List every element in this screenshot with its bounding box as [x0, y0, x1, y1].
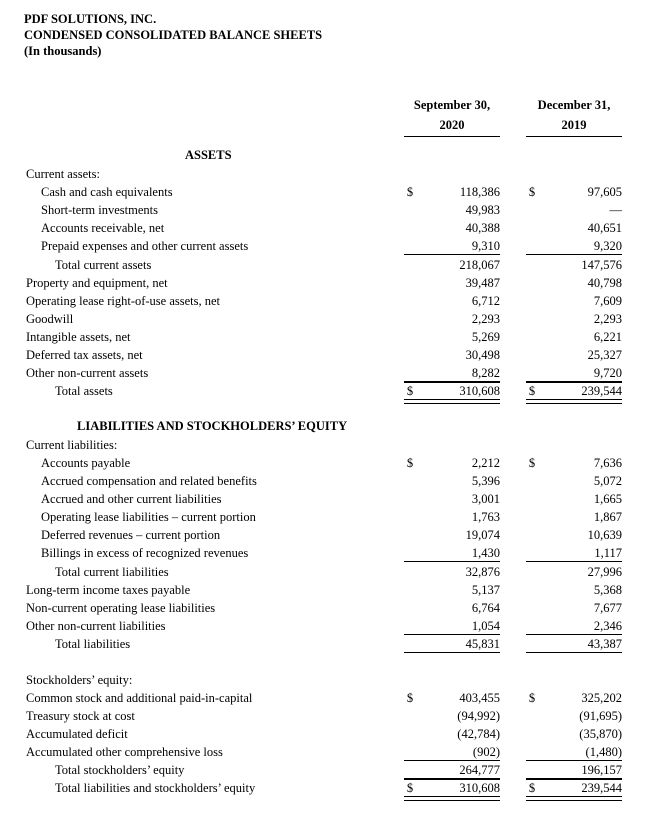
- value-sep-2020: 5,137: [471, 583, 500, 597]
- row-label: Treasury stock at cost: [26, 709, 135, 723]
- value-sep-2020: 218,067: [459, 258, 500, 272]
- row-label: Prepaid expenses and other current assets: [41, 239, 249, 253]
- table-row: [0, 364, 660, 382]
- row-label: Deferred revenues – current portion: [41, 528, 221, 542]
- value-dec-2019: 196,157: [581, 763, 622, 777]
- column-header-underline: [404, 136, 500, 137]
- value-dec-2019: 6,221: [593, 330, 622, 344]
- table-row: [0, 274, 660, 292]
- table-row: [0, 617, 660, 635]
- value-sep-2020: 40,388: [465, 221, 500, 235]
- value-sep-2020: 19,074: [465, 528, 500, 542]
- table-row: [0, 599, 660, 617]
- value-sep-2020: 8,282: [471, 366, 500, 380]
- column-header-dec-2019-line2: 2019: [561, 118, 587, 132]
- value-sep-2020: 310,608: [459, 781, 500, 795]
- value-sep-2020: 1,430: [471, 546, 500, 560]
- value-sep-2020: 2,293: [471, 312, 500, 326]
- value-dec-2019: 7,609: [593, 294, 622, 308]
- underline: [526, 561, 622, 562]
- column-header-underline: [526, 136, 622, 137]
- table-row: [0, 328, 660, 346]
- value-dec-2019: 239,544: [581, 781, 622, 795]
- value-dec-2019: 5,368: [593, 583, 622, 597]
- value-dec-2019: 2,293: [593, 312, 622, 326]
- table-row: [0, 382, 660, 400]
- dollar-sign: $: [406, 781, 414, 795]
- table-row: [0, 743, 660, 761]
- units-note: (In thousands): [24, 44, 102, 58]
- row-label: Stockholders’ equity:: [26, 673, 133, 687]
- row-label: Other non-current liabilities: [26, 619, 166, 633]
- table-row: [0, 165, 660, 183]
- double-underline: [526, 796, 622, 801]
- value-dec-2019: 5,072: [593, 474, 622, 488]
- value-dec-2019: 40,651: [587, 221, 622, 235]
- value-sep-2020: 264,777: [459, 763, 500, 777]
- statement-title: CONDENSED CONSOLIDATED BALANCE SHEETS: [24, 28, 323, 42]
- row-label: Total current assets: [55, 258, 152, 272]
- row-label: Accumulated other comprehensive loss: [26, 745, 223, 759]
- value-sep-2020: 403,455: [459, 691, 500, 705]
- row-label: Deferred tax assets, net: [26, 348, 143, 362]
- value-sep-2020: 310,608: [459, 384, 500, 398]
- table-row: [0, 581, 660, 599]
- row-label: Common stock and additional paid-in-capital: [26, 691, 253, 705]
- dollar-sign: $: [406, 384, 414, 398]
- dollar-sign: $: [406, 456, 414, 470]
- table-row: [0, 526, 660, 544]
- row-label: Goodwill: [26, 312, 74, 326]
- double-underline: [526, 399, 622, 404]
- row-label: Short-term investments: [41, 203, 158, 217]
- value-sep-2020: 39,487: [465, 276, 500, 290]
- value-dec-2019: (91,695): [579, 709, 622, 723]
- row-label: Billings in excess of recognized revenues: [41, 546, 249, 560]
- table-row: [0, 183, 660, 201]
- value-sep-2020: 9,310: [471, 239, 500, 253]
- dollar-sign: $: [528, 691, 536, 705]
- value-sep-2020: 6,712: [471, 294, 500, 308]
- table-row: [0, 725, 660, 743]
- table-row: [0, 635, 660, 653]
- table-row: [0, 454, 660, 472]
- row-label: Total assets: [55, 384, 113, 398]
- row-label: Operating lease liabilities – current portion: [41, 510, 256, 524]
- table-row: [0, 761, 660, 779]
- company-name: PDF SOLUTIONS, INC.: [24, 12, 157, 26]
- table-row: [0, 544, 660, 562]
- dollar-sign: $: [528, 456, 536, 470]
- value-sep-2020: 30,498: [465, 348, 500, 362]
- value-dec-2019: 239,544: [581, 384, 622, 398]
- table-row: [0, 237, 660, 255]
- value-dec-2019: 147,576: [581, 258, 622, 272]
- value-sep-2020: (94,992): [457, 709, 500, 723]
- value-sep-2020: (42,784): [457, 727, 500, 741]
- row-label: Current assets:: [26, 167, 100, 181]
- value-sep-2020: 3,001: [471, 492, 500, 506]
- double-underline: [404, 796, 500, 801]
- row-label: Total liabilities: [55, 637, 131, 651]
- table-row: [0, 310, 660, 328]
- row-label: Total stockholders’ equity: [55, 763, 185, 777]
- value-dec-2019: 1,867: [593, 510, 622, 524]
- table-row: [0, 490, 660, 508]
- row-label: Long-term income taxes payable: [26, 583, 191, 597]
- row-label: Accounts payable: [41, 456, 131, 470]
- row-label: Total liabilities and stockholders’ equity: [55, 781, 256, 795]
- underline: [404, 779, 500, 780]
- table-row: [0, 436, 660, 454]
- row-label: Non-current operating lease liabilities: [26, 601, 216, 615]
- dollar-sign: $: [406, 691, 414, 705]
- value-dec-2019: (1,480): [585, 745, 622, 759]
- row-label: Operating lease right-of-use assets, net: [26, 294, 221, 308]
- dollar-sign: $: [528, 781, 536, 795]
- value-dec-2019: 1,665: [593, 492, 622, 506]
- section-heading-liabilities: LIABILITIES AND STOCKHOLDERS’ EQUITY: [77, 419, 348, 433]
- value-sep-2020: (902): [472, 745, 500, 759]
- double-underline: [404, 399, 500, 404]
- row-label: Current liabilities:: [26, 438, 118, 452]
- value-dec-2019: 9,320: [593, 239, 622, 253]
- underline: [526, 382, 622, 383]
- table-row: [0, 779, 660, 797]
- dollar-sign: $: [528, 185, 536, 199]
- dollar-sign: $: [406, 185, 414, 199]
- dollar-sign: $: [528, 384, 536, 398]
- underline: [526, 254, 622, 255]
- table-row: [0, 201, 660, 219]
- value-dec-2019: 25,327: [587, 348, 622, 362]
- value-dec-2019: —: [609, 203, 622, 217]
- underline: [404, 652, 500, 653]
- underline: [404, 382, 500, 383]
- value-dec-2019: 43,387: [587, 637, 622, 651]
- table-row: [0, 292, 660, 310]
- column-header-sep-2020-line2: 2020: [439, 118, 465, 132]
- column-header-dec-2019: [526, 95, 622, 135]
- table-row: [0, 707, 660, 725]
- underline: [404, 561, 500, 562]
- value-sep-2020: 118,386: [459, 185, 500, 199]
- value-dec-2019: 40,798: [587, 276, 622, 290]
- value-dec-2019: (35,870): [579, 727, 622, 741]
- value-sep-2020: 45,831: [465, 637, 500, 651]
- column-header-sep-2020-line1: September 30,: [413, 98, 491, 112]
- column-header-sep-2020: [404, 95, 500, 135]
- table-row: [0, 472, 660, 490]
- table-row: [0, 671, 660, 689]
- value-dec-2019: 2,346: [593, 619, 622, 633]
- row-label: Accounts receivable, net: [41, 221, 165, 235]
- table-row: [0, 689, 660, 707]
- row-label: Other non-current assets: [26, 366, 149, 380]
- value-sep-2020: 5,269: [471, 330, 500, 344]
- value-sep-2020: 49,983: [465, 203, 500, 217]
- underline: [526, 779, 622, 780]
- row-label: Accrued and other current liabilities: [41, 492, 222, 506]
- row-label: Intangible assets, net: [26, 330, 131, 344]
- value-dec-2019: 1,117: [594, 546, 622, 560]
- column-header-dec-2019-line1: December 31,: [537, 98, 611, 112]
- row-label: Accumulated deficit: [26, 727, 128, 741]
- table-row: [0, 256, 660, 274]
- underline: [404, 254, 500, 255]
- row-label: Cash and cash equivalents: [41, 185, 173, 199]
- value-dec-2019: 7,677: [593, 601, 622, 615]
- table-row: [0, 219, 660, 237]
- section-heading-assets: ASSETS: [185, 148, 232, 162]
- value-sep-2020: 5,396: [471, 474, 500, 488]
- value-sep-2020: 1,054: [471, 619, 500, 633]
- table-row: [0, 346, 660, 364]
- row-label: Accrued compensation and related benefits: [41, 474, 257, 488]
- value-dec-2019: 9,720: [593, 366, 622, 380]
- table-row: [0, 563, 660, 581]
- value-sep-2020: 2,212: [471, 456, 500, 470]
- table-row: [0, 508, 660, 526]
- value-dec-2019: 325,202: [581, 691, 622, 705]
- value-sep-2020: 6,764: [471, 601, 500, 615]
- row-label: Total current liabilities: [55, 565, 169, 579]
- row-label: Property and equipment, net: [26, 276, 168, 290]
- value-sep-2020: 32,876: [465, 565, 500, 579]
- value-sep-2020: 1,763: [471, 510, 500, 524]
- value-dec-2019: 97,605: [587, 185, 622, 199]
- value-dec-2019: 27,996: [587, 565, 622, 579]
- value-dec-2019: 10,639: [587, 528, 622, 542]
- value-dec-2019: 7,636: [593, 456, 622, 470]
- underline: [526, 652, 622, 653]
